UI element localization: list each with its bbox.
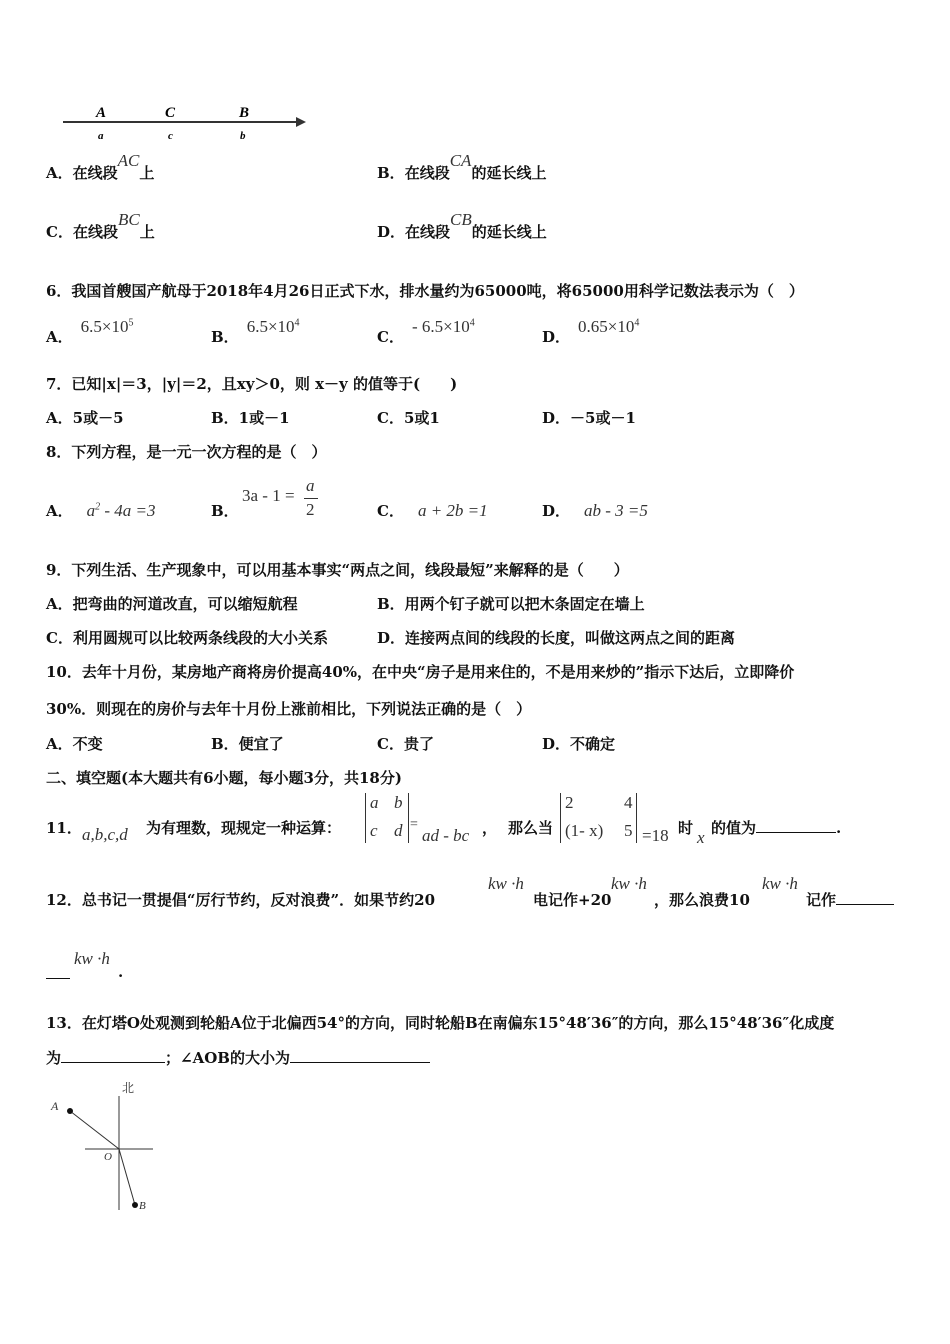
option-text: 上 (139, 164, 155, 182)
q12-unit: kw ·h (488, 874, 524, 893)
math-base: 0.65×10 (578, 317, 635, 336)
q6-option-b (211, 317, 300, 347)
q7-option-a: A．5或－5 (46, 409, 124, 427)
section-heading: 二、填空题(本大题共有6小题，每小题3分，共18分) (46, 769, 402, 787)
north-label: 北 (122, 1081, 135, 1095)
matrix-entry: b (394, 793, 403, 812)
point-A-dot (67, 1108, 73, 1114)
q11-comma: ， (482, 819, 498, 837)
option-text: 的延长线上 (471, 223, 547, 241)
ray-OA (70, 1111, 119, 1149)
option-math (87, 501, 156, 520)
q11-text1: 为有理数，现规定一种运算： (146, 819, 342, 837)
option-text: 在线段 (72, 164, 118, 182)
math-exp: 4 (634, 317, 640, 329)
point-C-label: C (165, 105, 176, 121)
q8-option-d (542, 500, 648, 521)
matrix-entry: a (370, 793, 379, 812)
q12-unit: kw ·h (74, 949, 110, 968)
q8-option-b (211, 500, 239, 521)
label-O: O (104, 1151, 112, 1163)
q13-stem-line2 (46, 1047, 430, 1068)
option-label: D． (542, 328, 571, 346)
q13-text: ；∠AOB的大小为 (165, 1049, 290, 1067)
option-label: C． (377, 328, 404, 346)
answer-blank[interactable] (290, 1048, 430, 1063)
q12-text-d (806, 889, 894, 910)
math-exp: 4 (294, 317, 300, 329)
q10-option-b: B．便宜了 (211, 735, 284, 753)
q11-answer (711, 817, 841, 838)
option-label: A． (46, 502, 73, 520)
q11-eq18: =18 (642, 826, 669, 845)
point-B-dot (132, 1202, 138, 1208)
q11-end: . (836, 819, 842, 837)
q11-determinant-2 (560, 793, 637, 843)
point-B-label: B (239, 105, 250, 121)
q9-option-b: B．用两个钉子就可以把木条固定在墙上 (377, 595, 645, 613)
label-B: B (139, 1200, 146, 1212)
answer-blank[interactable] (836, 890, 894, 905)
option-text: 在线段 (404, 164, 450, 182)
q7-stem: 7．已知|x|＝3，|y|＝2，且xy＞0，则 x－y 的值等于( ) (46, 375, 458, 393)
answer-blank-cont[interactable] (46, 966, 70, 979)
q11-vars: a,b,c,d (82, 825, 128, 844)
segment-math: CA (449, 151, 472, 170)
q10-option-c: C．贵了 (377, 735, 434, 753)
q9-option-c: C．利用圆规可以比较两条线段的大小关系 (46, 629, 328, 647)
segment-math: AC (117, 151, 140, 170)
option-text: 在线段 (405, 223, 451, 241)
option-label: D． (377, 223, 406, 241)
matrix-entry: 4 (624, 793, 633, 812)
option-label: D． (542, 502, 571, 520)
q8-option-b-math (242, 476, 332, 526)
option-label: C． (377, 502, 404, 520)
q9-option-a: A．把弯曲的河道改直，可以缩短航程 (46, 595, 298, 613)
answer-blank[interactable] (756, 818, 836, 833)
q9-option-d: D．连接两点间的线段的长度，叫做这两点之间的距离 (377, 629, 736, 647)
option-math: a + 2b =1 (417, 501, 488, 520)
option-math (247, 317, 300, 336)
q11-determinant-1 (365, 793, 409, 843)
q8-option-c (377, 500, 488, 521)
q6-stem: 6．我国首艘国产航母于2018年4月26日正式下水，排水量约为65000吨，将65000用科学记数法表示为（ ） (46, 282, 804, 300)
q12-text-c: ，那么浪费10 (654, 891, 750, 909)
segment-math: CB (450, 210, 472, 229)
matrix-entry: 5 (624, 821, 633, 840)
option-label: A． (46, 328, 73, 346)
q11-text2: 那么当 (508, 819, 554, 837)
q12-text-b: 电记作+20 (533, 891, 612, 909)
option-label: B． (211, 328, 239, 346)
answer-blank[interactable] (61, 1048, 165, 1063)
q6-option-d (542, 317, 640, 347)
value-c-label: c (168, 130, 173, 142)
q8-option-a (46, 500, 156, 521)
math-left: 3a - 1 = (242, 486, 295, 505)
q12-end: . (118, 963, 124, 981)
option-text: 的延长线上 (471, 164, 547, 182)
q11-var-x: x (697, 828, 705, 847)
math-exp: 5 (128, 317, 134, 329)
matrix-entry: (1- x) (565, 821, 604, 840)
q11-equals: = (410, 817, 418, 832)
q13-stem-line1: 13．在灯塔O处观测到轮船A位于北偏西54°的方向，同时轮船B在南偏东15°48′36″的方向，那么15°48′36″化成度 (46, 1014, 835, 1032)
q5-option-a (46, 151, 155, 183)
q9-stem: 9．下列生活、生产现象中，可以用基本事实“两点之间，线段最短”来解释的是（ ） (46, 561, 629, 579)
q7-option-b: B．1或－1 (211, 409, 290, 427)
segment-math: BC (117, 210, 140, 229)
q12-text-d-label: 记作 (806, 891, 837, 909)
math-base: 6.5×10 (246, 317, 295, 336)
q12-unit: kw ·h (762, 874, 798, 893)
option-text: 在线段 (72, 223, 118, 241)
bearing-diagram (45, 1078, 165, 1218)
option-math (578, 317, 639, 336)
q11-text3: 时 (678, 819, 694, 837)
matrix-entry: 2 (565, 793, 574, 812)
fraction-denominator: 2 (306, 500, 315, 519)
matrix-entry: d (394, 821, 403, 840)
q12-text-a: 12．总书记一贯提倡“厉行节约，反对浪费”．如果节约20 (46, 891, 436, 909)
q5-option-c (46, 210, 155, 242)
q5-option-d (377, 210, 547, 242)
label-A: A (51, 1099, 59, 1113)
fraction-bar (304, 498, 318, 499)
q11-number: 11． (46, 819, 82, 837)
matrix-entry: c (370, 821, 378, 840)
option-label: B． (377, 164, 405, 182)
q10-option-d: D．不确定 (542, 735, 616, 753)
q8-stem: 8．下列方程，是一元一次方程的是（ ） (46, 443, 327, 461)
option-label: C． (46, 223, 73, 241)
q13-text: 为 (46, 1049, 62, 1067)
q6-option-c (377, 317, 475, 347)
q10-stem-line2: 30%．则现在的房价与去年十月份上涨前相比，下列说法正确的是（ ） (46, 700, 532, 718)
option-text: 上 (139, 223, 155, 241)
math-base: - 6.5×10 (411, 317, 470, 336)
math-exp: 4 (469, 317, 475, 329)
option-label: A． (46, 164, 73, 182)
q5-option-b (377, 151, 547, 183)
q11-text4: 的值为 (711, 819, 757, 837)
math-var: a (86, 501, 96, 520)
q12-unit: kw ·h (611, 874, 647, 893)
arrow-head-icon (296, 117, 306, 127)
option-math (412, 317, 475, 336)
q6-option-a (46, 317, 134, 347)
ray-OB (119, 1149, 135, 1205)
q10-option-a: A．不变 (46, 735, 103, 753)
fraction-numerator: a (306, 476, 315, 495)
value-a-label: a (98, 130, 104, 142)
q7-option-c: C．5或1 (377, 409, 440, 427)
number-line-figure (60, 100, 310, 145)
q10-stem-line1: 10．去年十月份，某房地产商将房价提高40%，在中央“房子是用来住的，不是用来炒的”指示下达后，立即降价 (46, 663, 795, 681)
option-math: ab - 3 =5 (584, 501, 648, 520)
value-b-label: b (240, 130, 246, 142)
q11-definition-rhs: ad - bc (422, 826, 470, 845)
point-A-label: A (96, 105, 107, 121)
option-math (81, 317, 134, 336)
option-label: B． (211, 502, 239, 520)
q7-option-d: D．－5或－1 (542, 409, 636, 427)
math-base: 6.5×10 (80, 317, 129, 336)
math-exp: 2 (95, 501, 101, 513)
math-rest: - 4a =3 (100, 501, 156, 520)
